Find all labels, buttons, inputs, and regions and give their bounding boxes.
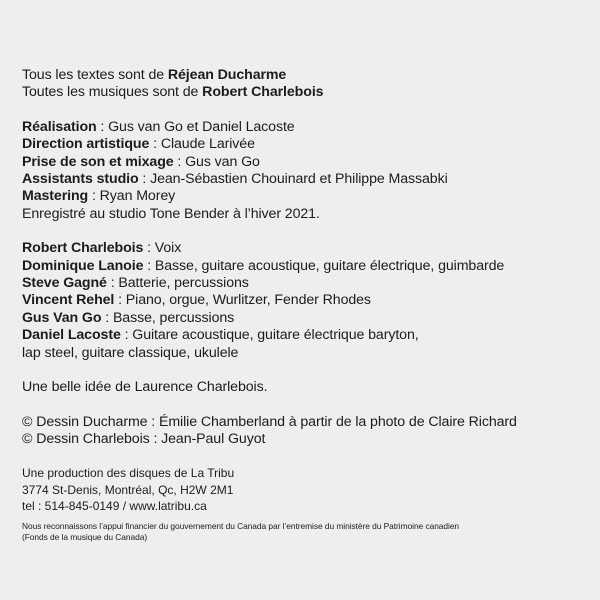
musician-name: Steve Gagné bbox=[22, 275, 107, 292]
musician-name: Vincent Rehel bbox=[22, 292, 115, 309]
assistants-credit bbox=[22, 171, 582, 188]
musician-name: Daniel Lacoste bbox=[22, 327, 121, 344]
realisation-credit bbox=[22, 119, 582, 136]
recording-note: Enregistré au studio Tone Bender à l’hiver 2021. bbox=[22, 205, 320, 222]
funding-line: (Fonds de la musique du Canada) bbox=[22, 531, 148, 542]
musician-name: Gus Van Go bbox=[22, 309, 102, 326]
lyrics-credit bbox=[22, 67, 582, 84]
spacer bbox=[22, 102, 582, 119]
sound-credit bbox=[22, 154, 582, 171]
funding-line: Nous reconnaissons l’appui financier du gouvernement du Canada par l’entremise du ministère du Patrimoine canadien bbox=[22, 520, 460, 531]
lyrics-prefix: Tous les textes sont de bbox=[22, 67, 168, 83]
musician-role: : Voix bbox=[143, 240, 182, 257]
musician-role: : Basse, guitare acoustique, guitare électrique, guimbarde bbox=[143, 257, 505, 274]
idea-credit: Une belle idée de Laurence Charlebois. bbox=[22, 379, 268, 396]
musician-name: Dominique Lanoie bbox=[22, 257, 144, 274]
musician-credit bbox=[22, 327, 582, 344]
funding-notice bbox=[22, 521, 582, 543]
realisation-label: Réalisation bbox=[22, 118, 97, 135]
musician-role: : Guitare acoustique, guitare électrique baryton, bbox=[120, 327, 419, 344]
musician-role: : Piano, orgue, Wurlitzer, Fender Rhodes bbox=[114, 292, 371, 309]
musician-role-continued: lap steel, guitare classique, ukulele bbox=[22, 344, 239, 361]
liner-notes bbox=[22, 67, 582, 543]
label-name: Une production des disques de La Tribu bbox=[22, 466, 235, 481]
music-prefix: Toutes les musiques sont de bbox=[22, 84, 203, 101]
musician-credit bbox=[22, 310, 582, 327]
music-credit bbox=[22, 84, 582, 101]
spacer bbox=[22, 448, 582, 465]
lyrics-author: Réjean Ducharme bbox=[167, 67, 287, 83]
musician-role: : Batterie, percussions bbox=[106, 275, 249, 292]
musician-name: Robert Charlebois bbox=[22, 240, 144, 257]
label-contact: tel : 514-845-0149 / www.latribu.ca bbox=[22, 499, 207, 514]
spacer bbox=[22, 362, 582, 379]
musician-credit bbox=[22, 258, 582, 275]
sound-label: Prise de son et mixage bbox=[22, 153, 174, 170]
direction-label: Direction artistique bbox=[22, 136, 150, 153]
musician-credit bbox=[22, 240, 582, 257]
music-author: Robert Charlebois bbox=[202, 84, 324, 101]
mastering-credit bbox=[22, 188, 582, 205]
direction-credit bbox=[22, 136, 582, 153]
label-address: 3774 St-Denis, Montréal, Qc, H2W 2M1 bbox=[22, 482, 234, 497]
musician-role: : Basse, percussions bbox=[101, 309, 235, 326]
art-credit: © Dessin Charlebois : Jean-Paul Guyot bbox=[22, 430, 266, 447]
musician-credit bbox=[22, 275, 582, 292]
sound-value: : Gus van Go bbox=[173, 153, 260, 170]
spacer bbox=[22, 223, 582, 240]
mastering-value: : Ryan Morey bbox=[88, 188, 176, 205]
assistants-label: Assistants studio bbox=[22, 171, 139, 188]
musician-credit bbox=[22, 292, 582, 309]
spacer bbox=[22, 397, 582, 414]
mastering-label: Mastering bbox=[22, 188, 89, 205]
direction-value: : Claude Larivée bbox=[149, 136, 255, 153]
realisation-value: : Gus van Go et Daniel Lacoste bbox=[96, 118, 295, 135]
art-credit: © Dessin Ducharme : Émilie Chamberland à partir de la photo de Claire Richard bbox=[22, 413, 517, 430]
assistants-value: : Jean-Sébastien Chouinard et Philippe Massabki bbox=[138, 171, 448, 188]
